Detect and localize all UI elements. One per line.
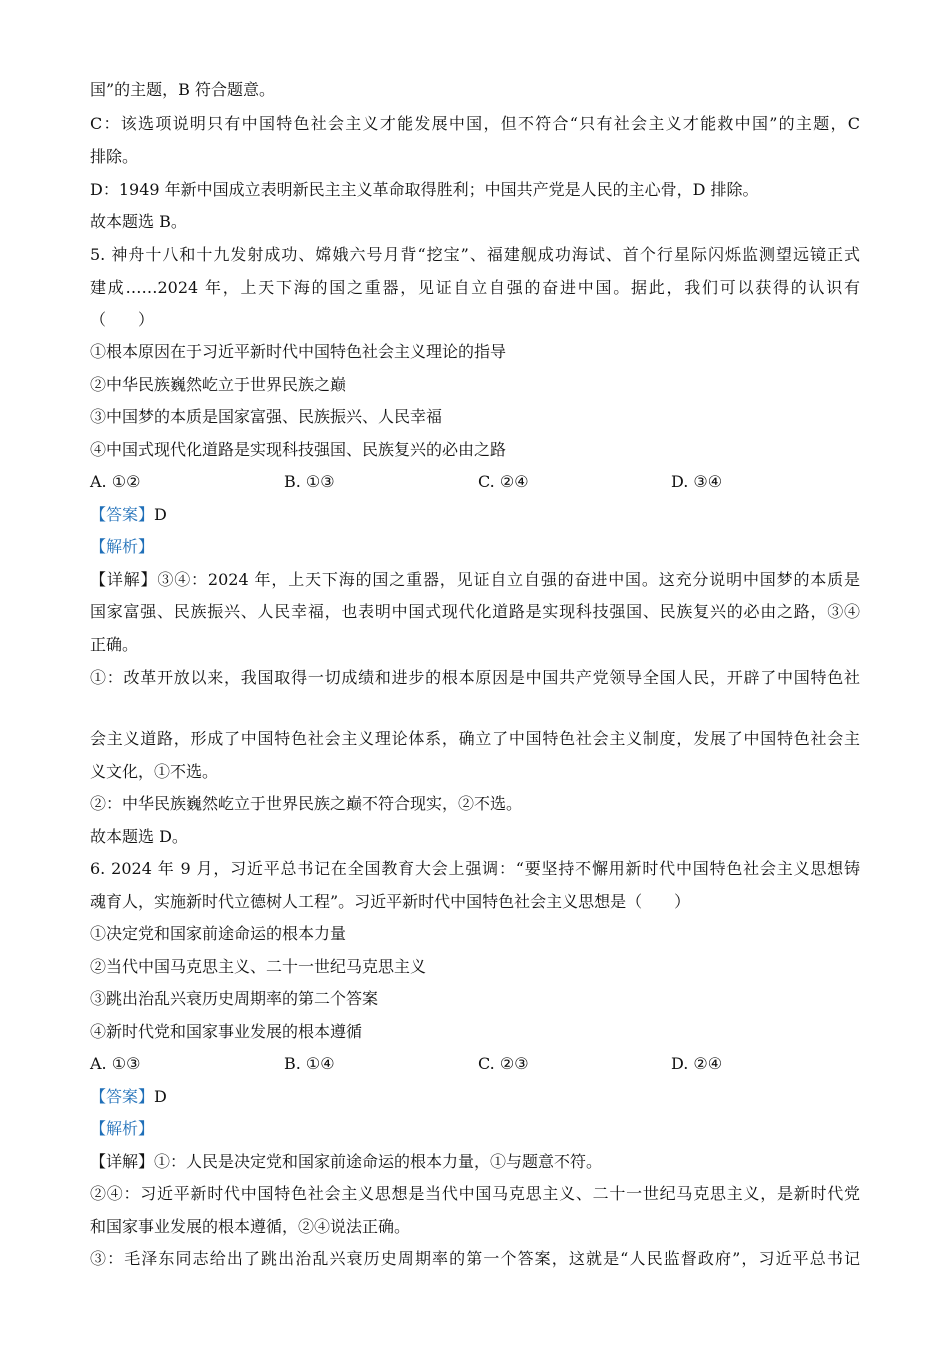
q5-statement-4: ④中国式现代化道路是实现科技强国、民族复兴的必由之路 — [90, 440, 507, 459]
q6-answer — [90, 1086, 167, 1108]
q6-detail-line: ③：毛泽东同志给出了跳出治乱兴衰历史周期率的第一个答案，这就是“人民监督政府”，习近平总书记 — [90, 1249, 860, 1268]
q6-detail-line: 和国家事业发展的根本遵循，②④说法正确。 — [90, 1217, 411, 1236]
text-line: 国”的主题，B 符合题意。 — [90, 80, 276, 99]
text-line: 排除。 — [90, 147, 139, 166]
q6-statement-4: ④新时代党和国家事业发展的根本遵循 — [90, 1022, 363, 1041]
q5-statement-1: ①根本原因在于习近平新时代中国特色社会主义理论的指导 — [90, 342, 507, 361]
q5-detail-line: 会主义道路，形成了中国特色社会主义理论体系，确立了中国特色社会主义制度，发展了中国特色社会主 — [90, 729, 860, 748]
q5-option-b: B. ①③ — [284, 472, 335, 491]
q5-statement-2: ②中华民族巍然屹立于世界民族之巅 — [90, 375, 347, 394]
text-line: 故本题选 B。 — [90, 212, 187, 231]
q5-detail-line: ②：中华民族巍然屹立于世界民族之巅不符合现实，②不选。 — [90, 794, 523, 813]
detail-tag: 【详解】 — [90, 570, 158, 589]
q6-option-c: C. ②③ — [478, 1054, 529, 1073]
question-6-stem: 6. 2024 年 9 月，习近平总书记在全国教育大会上强调：“要坚持不懈用新时代中国特色社会主义思想铸 — [90, 859, 860, 878]
q6-option-b: B. ①④ — [284, 1054, 335, 1073]
q5-detail-line: 国家富强、民族振兴、人民幸福，也表明中国式现代化道路是实现科技强国、民族复兴的必由之路，③④ — [90, 602, 860, 621]
question-5-stem: 5. 神舟十八和十九发射成功、嫦娥六号月背“挖宝”、福建舰成功海试、首个行星际闪烁监测望远镜正式 — [90, 245, 860, 264]
answer-tag: 【答案】 — [90, 1087, 155, 1106]
q6-options — [90, 1053, 870, 1075]
q5-statement-3: ③中国梦的本质是国家富强、民族振兴、人民幸福 — [90, 407, 443, 426]
q6-detail-line — [90, 1151, 602, 1173]
answer-value: D — [154, 505, 167, 524]
detail-tag: 【详解】 — [90, 1152, 155, 1171]
q5-answer — [90, 504, 167, 526]
answer-value: D — [154, 1087, 167, 1106]
q5-option-c: C. ②④ — [478, 472, 529, 491]
analysis-tag: 【解析】 — [90, 537, 155, 556]
q6-statement-2: ②当代中国马克思主义、二十一世纪马克思主义 — [90, 957, 427, 976]
q5-option-a: A. ①② — [90, 472, 141, 491]
q5-detail-line — [90, 569, 860, 591]
analysis-tag: 【解析】 — [90, 1119, 155, 1138]
q6-option-d: D. ②④ — [671, 1054, 723, 1073]
q5-detail-line: ①：改革开放以来，我国取得一切成绩和进步的根本原因是中国共产党领导全国人民，开辟了中国特色社 — [90, 668, 860, 687]
q6-option-a: A. ①③ — [90, 1054, 141, 1073]
text-line: D：1949 年新中国成立表明新民主主义革命取得胜利；中国共产党是人民的主心骨，D 排除。 — [90, 180, 759, 199]
q6-statement-1: ①决定党和国家前途命运的根本力量 — [90, 924, 347, 943]
q5-detail-line: 故本题选 D。 — [90, 827, 188, 846]
detail-text: ③④：2024 年，上天下海的国之重器，见证自立自强的奋进中国。这充分说明中国梦的本质是 — [157, 570, 860, 589]
q5-detail-line: 义文化，①不选。 — [90, 762, 219, 781]
q6-detail-line: ②④：习近平新时代中国特色社会主义思想是当代中国马克思主义、二十一世纪马克思主义，是新时代党 — [90, 1184, 860, 1203]
question-5-stem: 建成……2024 年，上天下海的国之重器，见证自立自强的奋进中国。据此，我们可以获得的认识有 — [90, 278, 860, 297]
q5-detail-line: 正确。 — [90, 635, 139, 654]
answer-tag: 【答案】 — [90, 505, 155, 524]
q6-statement-3: ③跳出治乱兴衰历史周期率的第二个答案 — [90, 989, 379, 1008]
q5-option-d: D. ③④ — [671, 472, 723, 491]
question-6-stem: 魂育人，实施新时代立德树人工程”。习近平新时代中国特色社会主义思想是（ ） — [90, 892, 691, 911]
q5-analysis-tag — [90, 536, 154, 558]
q6-analysis-tag — [90, 1118, 154, 1140]
question-5-blank: （ ） — [90, 310, 155, 329]
detail-text: ①：人民是决定党和国家前途命运的根本力量，①与题意不符。 — [154, 1152, 603, 1171]
text-line: C：该选项说明只有中国特色社会主义才能发展中国，但不符合“只有社会主义才能救中国”的主题，C — [90, 114, 860, 133]
q5-options — [90, 471, 870, 493]
